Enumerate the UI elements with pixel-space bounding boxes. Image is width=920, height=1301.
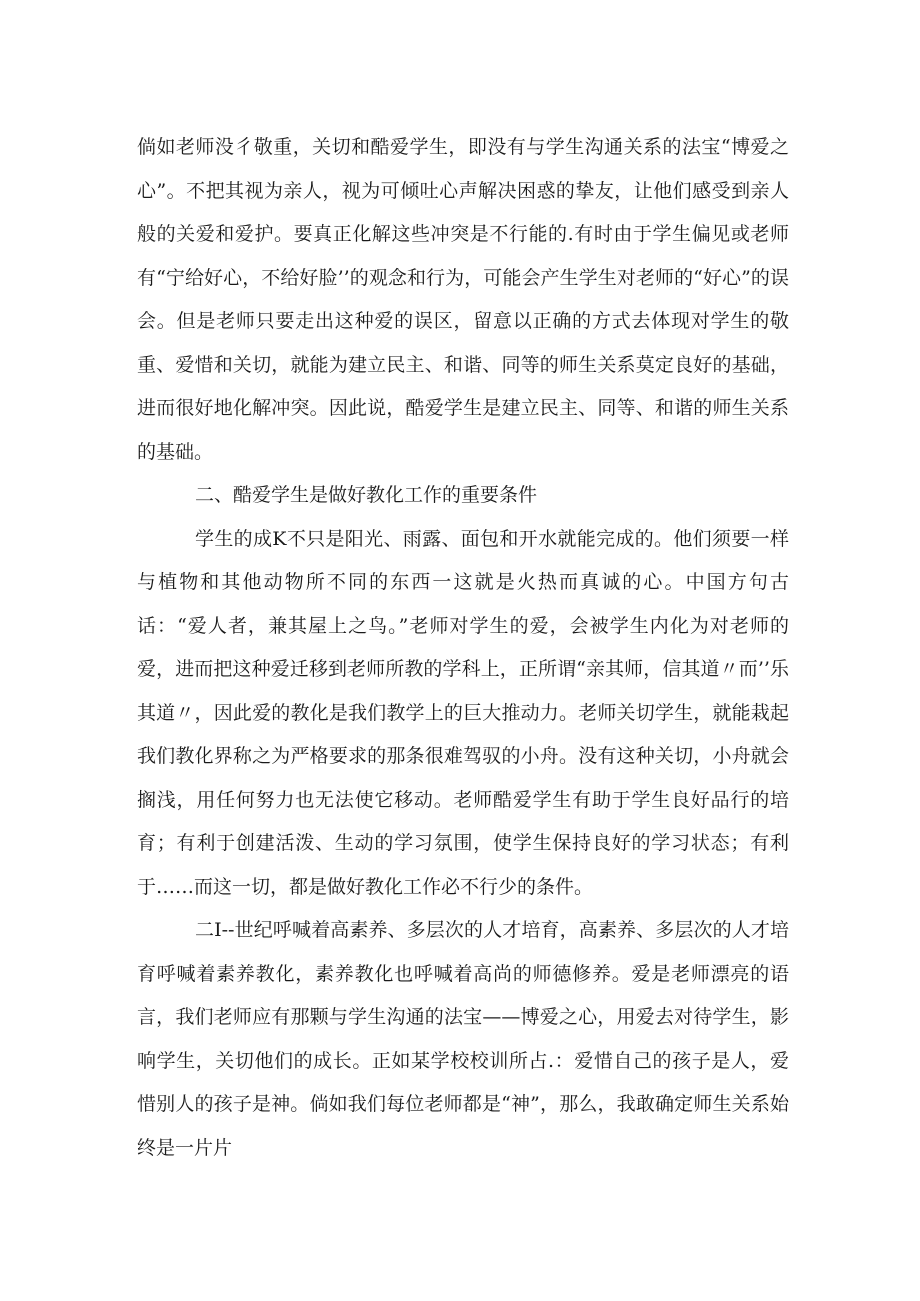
document-body — [137, 126, 789, 1170]
paragraph-21st-century: 二I--世纪呼喊着高素养、多层次的人才培育，高素养、多层次的人才培育呼喊着素养教化，素养教化也呼喊着高尚的师德修养。爱是老师漂亮的语言，我们老师应有那颗与学生沟通的法宝——博爱之心，用爱去对待学生，影响学生，关切他们的成长。正如某学校校训所占.：爱惜自己的孩子是人，爱惜别人的孩子是神。倘如我们每位老师都是“神”，那么，我敢确定师生关系始终是一片片 — [137, 919, 789, 1159]
section-heading-2: 二、酷爱学生是做好教化工作的重要条件 — [195, 484, 538, 506]
paragraph-love-education: 学生的成K不只是阳光、雨露、面包和开水就能完成的。他们须要一样与植物和其他动物所不同的东西一这就是火热而真诚的心。中国方句古话：“爱人者，兼其屋上之鸟。”老师对学生的爱，会被学生内化为对老师的爱，进而把这种爱迁移到老师所教的学科上，正所谓“亲其师，信其道〃而’’乐其道〃，因此爱的教化是我们教学上的巨大推动力。老师关切学生，就能栽起我们教化界称之为严格要求的那条很难驾驭的小舟。没有这种关切，小舟就会搁浅，用任何努力也无法使它移动。老师酷爱学生有助于学生良好品行的培育；有利于创建活泼、生动的学习氛围，使学生保持良好的学习状态；有利于……而这一切，都是做好教化工作必不行少的条件。 — [137, 527, 789, 898]
paragraph-respect-students: 倘如老师没彳敬重，关切和酷爱学生，即没有与学生沟通关系的法宝“博爱之心”。不把其视为亲人，视为可倾吐心声解决困惑的挚友，让他们感受到亲人般的关爱和爱护。要真正化解这些冲突是不行能的.有时由于学生偏见或老师有“宁给好心，不给好脸’’的观念和行为，可能会产生学生对老师的“好心”的误会。但是老师只要走出这种爱的误区，留意以正确的方式去体现对学生的敬重、爱惜和关切，就能为建立民主、和谐、同等的师生关系莫定良好的基础，进而很好地化解冲突。因此说，酷爱学生是建立民主、同等、和谐的师生关系的基础。 — [137, 136, 789, 463]
